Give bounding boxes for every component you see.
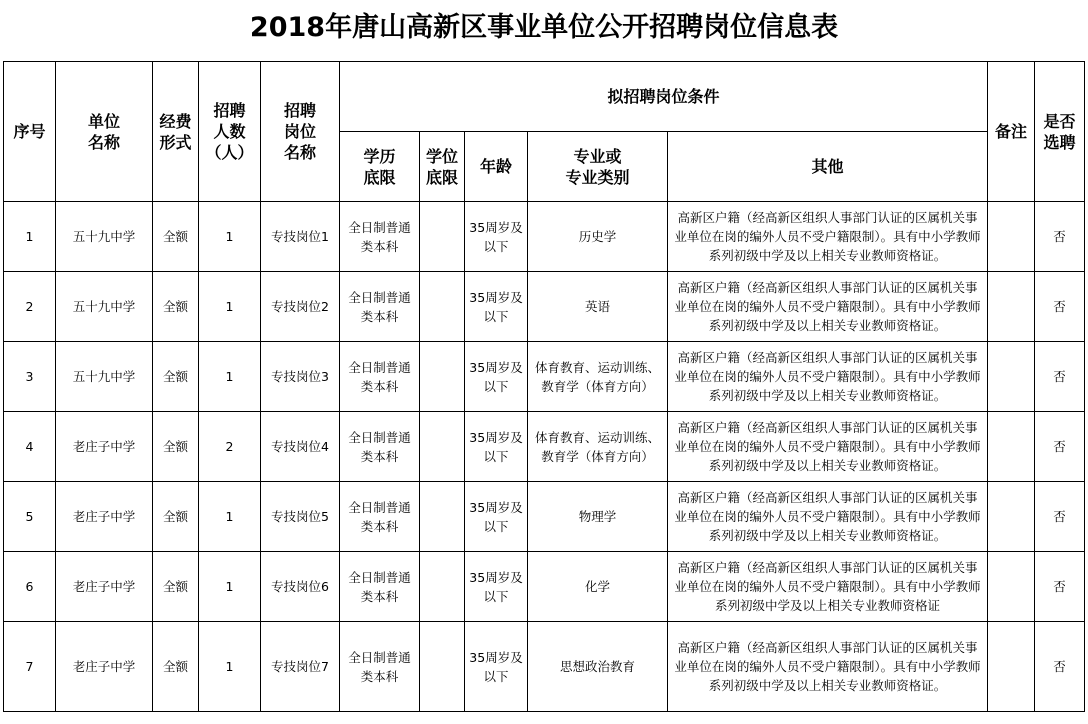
cell-select: 否 bbox=[1035, 622, 1085, 712]
header-education: 学历 底限 bbox=[340, 132, 420, 202]
cell-unit: 老庄子中学 bbox=[56, 622, 153, 712]
cell-count: 2 bbox=[199, 412, 261, 482]
header-major: 专业或 专业类别 bbox=[528, 132, 668, 202]
cell-unit: 老庄子中学 bbox=[56, 552, 153, 622]
cell-unit: 老庄子中学 bbox=[56, 482, 153, 552]
cell-remark bbox=[988, 552, 1035, 622]
cell-degree bbox=[420, 482, 465, 552]
cell-post: 专技岗位6 bbox=[261, 552, 340, 622]
cell-major: 历史学 bbox=[528, 202, 668, 272]
cell-degree bbox=[420, 202, 465, 272]
cell-major: 思想政治教育 bbox=[528, 622, 668, 712]
cell-select: 否 bbox=[1035, 202, 1085, 272]
cell-degree bbox=[420, 342, 465, 412]
cell-seq: 7 bbox=[4, 622, 56, 712]
cell-other: 高新区户籍（经高新区组织人事部门认证的区属机关事业单位在岗的编外人员不受户籍限制）。具有中小学教师系列初级中学及以上相关专业教师资格证。 bbox=[668, 622, 988, 712]
cell-select: 否 bbox=[1035, 272, 1085, 342]
cell-age: 35周岁及 以下 bbox=[465, 342, 528, 412]
cell-post: 专技岗位1 bbox=[261, 202, 340, 272]
header-other: 其他 bbox=[668, 132, 988, 202]
table-body bbox=[4, 202, 1085, 712]
cell-post: 专技岗位7 bbox=[261, 622, 340, 712]
cell-remark bbox=[988, 272, 1035, 342]
cell-degree bbox=[420, 622, 465, 712]
cell-age: 35周岁及 以下 bbox=[465, 552, 528, 622]
cell-count: 1 bbox=[199, 202, 261, 272]
cell-funding: 全额 bbox=[153, 412, 199, 482]
cell-remark bbox=[988, 412, 1035, 482]
cell-education: 全日制普通 类本科 bbox=[340, 552, 420, 622]
cell-age: 35周岁及 以下 bbox=[465, 622, 528, 712]
cell-seq: 3 bbox=[4, 342, 56, 412]
cell-post: 专技岗位2 bbox=[261, 272, 340, 342]
cell-select: 否 bbox=[1035, 482, 1085, 552]
cell-count: 1 bbox=[199, 272, 261, 342]
cell-count: 1 bbox=[199, 342, 261, 412]
cell-remark bbox=[988, 482, 1035, 552]
cell-remark bbox=[988, 342, 1035, 412]
cell-unit: 五十九中学 bbox=[56, 272, 153, 342]
cell-funding: 全额 bbox=[153, 622, 199, 712]
cell-major: 化学 bbox=[528, 552, 668, 622]
cell-age: 35周岁及 以下 bbox=[465, 272, 528, 342]
header-funding: 经费 形式 bbox=[153, 62, 199, 202]
cell-age: 35周岁及 以下 bbox=[465, 412, 528, 482]
cell-post: 专技岗位5 bbox=[261, 482, 340, 552]
cell-count: 1 bbox=[199, 552, 261, 622]
cell-remark bbox=[988, 202, 1035, 272]
cell-education: 全日制普通 类本科 bbox=[340, 622, 420, 712]
table-row bbox=[4, 552, 1085, 622]
cell-other: 高新区户籍（经高新区组织人事部门认证的区属机关事业单位在岗的编外人员不受户籍限制）。具有中小学教师系列初级中学及以上相关专业教师资格证。 bbox=[668, 342, 988, 412]
header-count: 招聘 人数 （人） bbox=[199, 62, 261, 202]
cell-seq: 4 bbox=[4, 412, 56, 482]
cell-funding: 全额 bbox=[153, 552, 199, 622]
cell-funding: 全额 bbox=[153, 482, 199, 552]
cell-education: 全日制普通 类本科 bbox=[340, 482, 420, 552]
page-title: 2018年唐山高新区事业单位公开招聘岗位信息表 bbox=[249, 12, 839, 43]
cell-count: 1 bbox=[199, 482, 261, 552]
recruitment-table bbox=[3, 61, 1085, 712]
cell-education: 全日制普通 类本科 bbox=[340, 202, 420, 272]
cell-funding: 全额 bbox=[153, 202, 199, 272]
header-age: 年龄 bbox=[465, 132, 528, 202]
cell-other: 高新区户籍（经高新区组织人事部门认证的区属机关事业单位在岗的编外人员不受户籍限制）。具有中小学教师系列初级中学及以上相关专业教师资格证。 bbox=[668, 412, 988, 482]
cell-seq: 1 bbox=[4, 202, 56, 272]
cell-count: 1 bbox=[199, 622, 261, 712]
table-row bbox=[4, 412, 1085, 482]
cell-seq: 2 bbox=[4, 272, 56, 342]
cell-funding: 全额 bbox=[153, 342, 199, 412]
cell-age: 35周岁及 以下 bbox=[465, 202, 528, 272]
table-row bbox=[4, 202, 1085, 272]
cell-unit: 五十九中学 bbox=[56, 342, 153, 412]
cell-degree bbox=[420, 552, 465, 622]
cell-other: 高新区户籍（经高新区组织人事部门认证的区属机关事业单位在岗的编外人员不受户籍限制）。具有中小学教师系列初级中学及以上相关专业教师资格证。 bbox=[668, 202, 988, 272]
cell-select: 否 bbox=[1035, 552, 1085, 622]
cell-degree bbox=[420, 272, 465, 342]
cell-other: 高新区户籍（经高新区组织人事部门认证的区属机关事业单位在岗的编外人员不受户籍限制）。具有中小学教师系列初级中学及以上相关专业教师资格证。 bbox=[668, 482, 988, 552]
table-row bbox=[4, 272, 1085, 342]
header-seq: 序号 bbox=[4, 62, 56, 202]
cell-post: 专技岗位4 bbox=[261, 412, 340, 482]
header-conditions: 拟招聘岗位条件 bbox=[340, 62, 988, 132]
cell-major: 体育教育、运动训练、 教育学（体育方向） bbox=[528, 412, 668, 482]
header-select: 是否 选聘 bbox=[1035, 62, 1085, 202]
cell-age: 35周岁及 以下 bbox=[465, 482, 528, 552]
table-row bbox=[4, 342, 1085, 412]
header-unit: 单位 名称 bbox=[56, 62, 153, 202]
cell-major: 物理学 bbox=[528, 482, 668, 552]
cell-unit: 老庄子中学 bbox=[56, 412, 153, 482]
cell-education: 全日制普通 类本科 bbox=[340, 342, 420, 412]
cell-unit: 五十九中学 bbox=[56, 202, 153, 272]
cell-funding: 全额 bbox=[153, 272, 199, 342]
cell-remark bbox=[988, 622, 1035, 712]
cell-seq: 5 bbox=[4, 482, 56, 552]
cell-education: 全日制普通 类本科 bbox=[340, 412, 420, 482]
cell-select: 否 bbox=[1035, 342, 1085, 412]
cell-major: 英语 bbox=[528, 272, 668, 342]
cell-degree bbox=[420, 412, 465, 482]
cell-other: 高新区户籍（经高新区组织人事部门认证的区属机关事业单位在岗的编外人员不受户籍限制）。具有中小学教师系列初级中学及以上相关专业教师资格证。 bbox=[668, 272, 988, 342]
header-remark: 备注 bbox=[988, 62, 1035, 202]
cell-other: 高新区户籍（经高新区组织人事部门认证的区属机关事业单位在岗的编外人员不受户籍限制）。具有中小学教师系列初级中学及以上相关专业教师资格证 bbox=[668, 552, 988, 622]
table-row bbox=[4, 482, 1085, 552]
cell-seq: 6 bbox=[4, 552, 56, 622]
cell-post: 专技岗位3 bbox=[261, 342, 340, 412]
table-row bbox=[4, 622, 1085, 712]
cell-education: 全日制普通 类本科 bbox=[340, 272, 420, 342]
cell-select: 否 bbox=[1035, 412, 1085, 482]
header-post: 招聘 岗位 名称 bbox=[261, 62, 340, 202]
table-header bbox=[4, 62, 1085, 202]
header-degree: 学位 底限 bbox=[420, 132, 465, 202]
cell-major: 体育教育、运动训练、 教育学（体育方向） bbox=[528, 342, 668, 412]
